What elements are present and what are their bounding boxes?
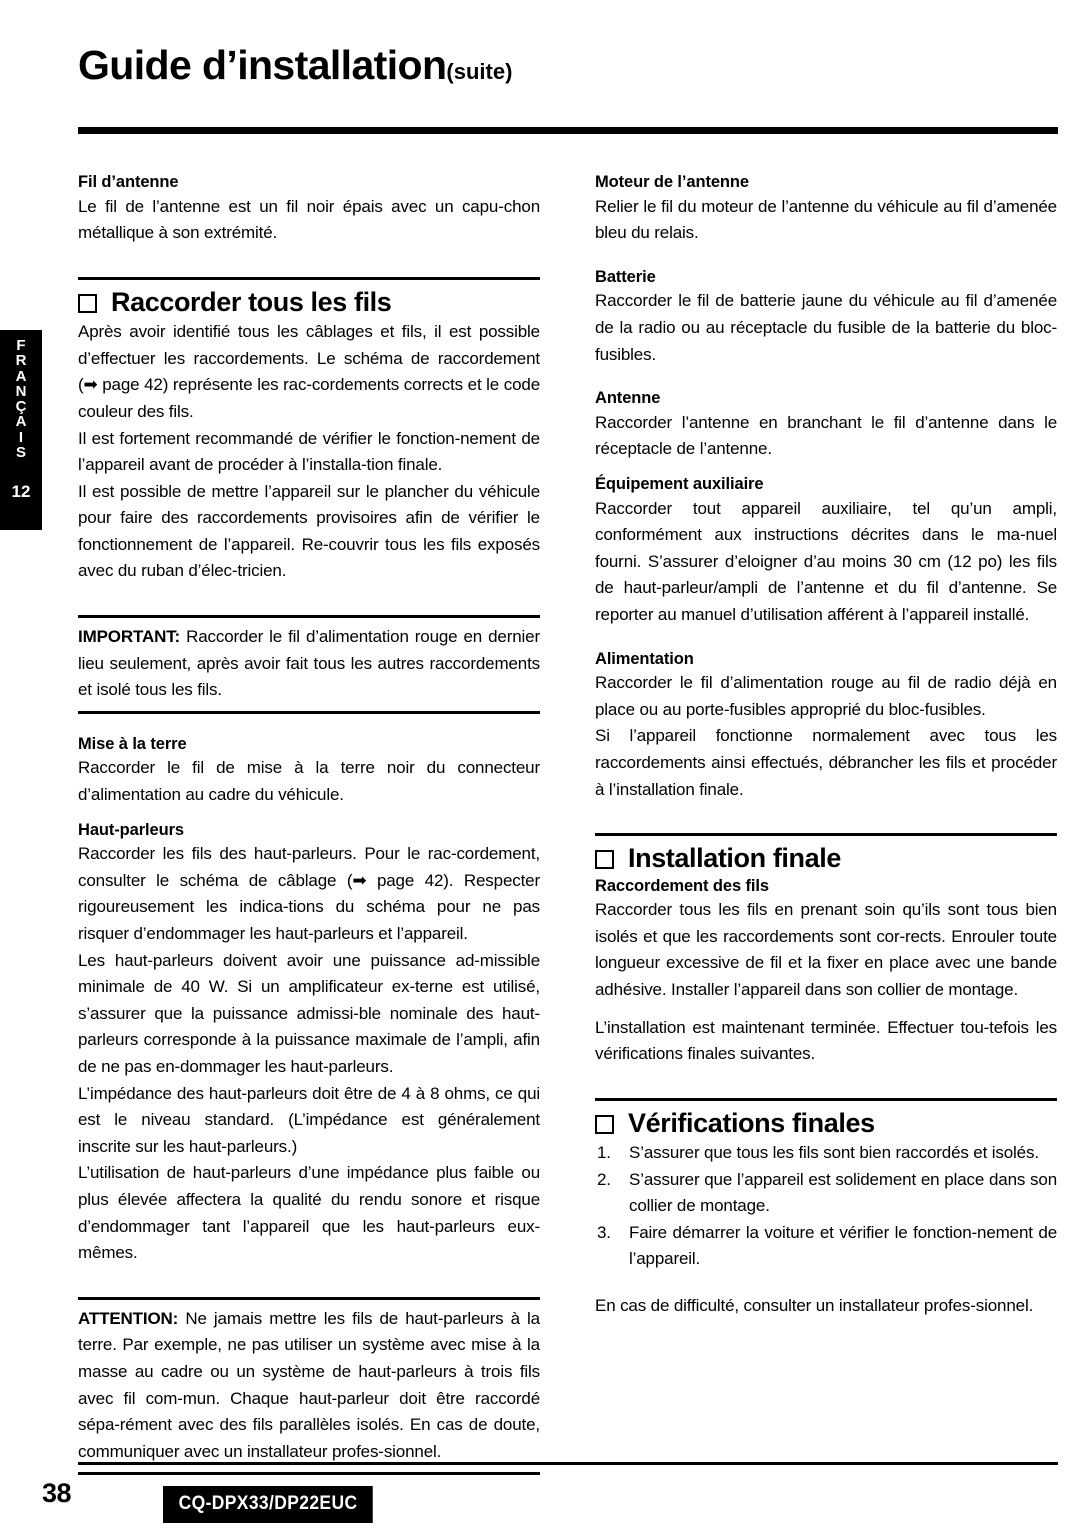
spacer [595, 1273, 1057, 1293]
section-antenna-wire [78, 172, 540, 247]
language-chapter-tab [0, 330, 42, 530]
spacer [78, 714, 540, 734]
final-checks-closing: En cas de difficulté, consulter un installateur profes-sionnel. [595, 1296, 1034, 1315]
final-installation-paragraph-2: L’installation est maintenant terminée. Effectuer tou-tefois les vérifications finales suivantes. [595, 1017, 1057, 1064]
model-number-badge: CQ-DPX33/DP22EUC [163, 1486, 373, 1523]
list-item-number: 3. [597, 1222, 611, 1242]
list-item [595, 1140, 1057, 1167]
list-item [595, 1220, 1057, 1273]
language-letter: I [18, 428, 24, 446]
list-item-number: 1. [597, 1143, 611, 1163]
attention-body: Ne jamais mettre les fils de haut-parleurs à la terre. Par exemple, ne pas utiliser un système avec mise à la masse au cadre ou un système de haut-parleurs à trois fils avec fil com-mun. Chaque haut-parleur doit être raccordé sépa-rément avec des fils parallèles isolés. En cas de doute, communiquer avec un installateur profes-sionnel. [78, 1308, 540, 1461]
spacer [595, 1004, 1057, 1015]
language-letter: A [15, 367, 27, 385]
section-divider [78, 277, 540, 280]
section-ground [78, 734, 540, 809]
connect-all-paragraph-1: Après avoir identifié tous les câblages et fils, il est possible d’effectuer les raccordements. Le schéma de raccordement (➡ page 42) représente les rac-cordements corrects et le code couleur des fils. [78, 322, 540, 421]
aux-equipment-body: Raccorder tout appareil auxiliaire, tel qu’un ampli, conformément aux instructions décrites dans le ma-nuel fourni. S’assurer d’eloigner d’au moins 30 cm (12 po) les fils de haut-parleur/ampli de l’antenne et du fil d’antenne. Se reporter au manuel d’utilisation afférent à l’appareil installé. [595, 498, 1057, 625]
speakers-heading: Haut-parleurs [78, 820, 184, 839]
section-power [595, 649, 1057, 804]
battery-heading: Batterie [595, 267, 656, 286]
footer-divider [78, 1462, 1058, 1465]
page-body [78, 0, 1066, 1531]
final-checks-heading [595, 1108, 1057, 1139]
final-installation-heading [595, 843, 1057, 874]
battery-body: Raccorder le fil de batterie jaune du véhicule au fil d’amenée de la radio ou au réceptacle du fusible de la batterie du bloc-fusibles. [595, 291, 1057, 364]
section-aux-equipment [595, 474, 1057, 629]
page-title-suffix: (suite) [446, 59, 513, 84]
spacer [78, 809, 540, 820]
page-title-main: Guide d’installation [78, 42, 447, 88]
connect-all-paragraph-3: Il est possible de mettre l’appareil sur le plancher du véhicule pour faire des raccordements provisoires afin de vérifier le fonctionnement de l’appareil. Re-couvrir tous les fils exposés avec du ruban d’élec-tricien. [78, 481, 540, 581]
spacer [595, 247, 1057, 267]
list-item [595, 1167, 1057, 1220]
section-speakers [78, 820, 540, 1267]
list-item-text: S’assurer que l’appareil est solidement en place dans son collier de montage. [629, 1169, 1057, 1216]
title-divider [78, 127, 1058, 134]
language-letter: Ç [15, 398, 27, 416]
final-installation-paragraph-1: Raccorder tous les fils en prenant soin qu’ils sont tous bien isolés et que les raccordements sont cor-rects. Enrouler toute longueur excessive de fil et la fixer en place avec une bande adhésive. Installer l’appareil dans son collier de montage. [595, 900, 1057, 999]
square-bullet-icon [595, 850, 614, 869]
connect-all-heading [78, 287, 540, 318]
speakers-paragraph-4: L’utilisation de haut-parleurs d’une impédance plus faible ou plus élevée affectera la qualité du rendu sonore et risque d’endommager tant l’appareil que les haut-parleurs eux-mêmes. [78, 1163, 540, 1263]
aux-equipment-heading: Équipement auxiliaire [595, 475, 764, 494]
chapter-number: 12 [11, 482, 31, 502]
wire-connection-subheading: Raccordement des fils [595, 876, 769, 895]
spacer [595, 463, 1057, 474]
connect-all-paragraph-2: Il est fortement recommandé de vérifier le fonction-nement de l’appareil avant de procéder à l’installa-tion finale. [78, 428, 540, 475]
antenna-body: Raccorder l’antenne en branchant le fil d’antenne dans le réceptacle de l’antenne. [595, 412, 1057, 459]
language-letter: R [15, 352, 27, 370]
language-label [16, 338, 27, 460]
important-body: Raccorder le fil d’alimentation rouge en dernier lieu seulement, après avoir fait tous les autres raccordements et isolé tous les fils. [78, 627, 540, 700]
attention-label: ATTENTION: [78, 1308, 179, 1328]
section-divider [595, 833, 1057, 836]
page-title [78, 42, 512, 89]
language-letter: N [15, 382, 27, 400]
section-battery [595, 267, 1057, 368]
ground-heading: Mise à la terre [78, 734, 187, 753]
antenna-wire-body: Le fil de l’antenne est un fil noir épais avec un capu-chon métallique à son extrémité. [78, 196, 540, 243]
antenna-motor-heading: Moteur de l’antenne [595, 173, 749, 191]
section-divider [595, 1098, 1057, 1101]
section-final-installation [595, 843, 1057, 1068]
language-letter: A [15, 413, 27, 431]
antenna-motor-body: Relier le fil du moteur de l’antenne du véhicule au fil d’amenée bleu du relais. [595, 196, 1057, 243]
spacer [78, 247, 540, 277]
important-label: IMPORTANT: [78, 627, 181, 647]
connect-all-heading-text: Raccorder tous les fils [111, 286, 392, 317]
section-connect-all-wires [78, 287, 540, 585]
spacer [78, 1267, 540, 1297]
speakers-paragraph-2: Les haut-parleurs doivent avoir une puissance ad-missible minimale de 40 W. Si un amplificateur ex-terne est utilisé, s’assurer que la puissance admissi-ble nominale des haut-parleurs corresponde à la puissance maximale de l’ampli, afin de ne pas en-dommager les haut-parleurs. [78, 950, 540, 1077]
section-antenna-motor [595, 172, 1057, 247]
section-antenna [595, 388, 1057, 463]
section-final-checks [595, 1108, 1057, 1320]
antenna-wire-heading: Fil d’antenne [78, 173, 179, 191]
speakers-paragraph-3: L’impédance des haut-parleurs doit être de 4 à 8 ohms, ce qui est le niveau standard. (L’impédance est généralement inscrite sur les haut-parleurs.) [78, 1083, 540, 1156]
left-column [78, 172, 540, 1475]
right-column [595, 172, 1057, 1320]
language-letter: F [16, 337, 26, 354]
attention-note [78, 1297, 540, 1476]
square-bullet-icon [78, 294, 97, 313]
square-bullet-icon [595, 1115, 614, 1134]
ground-body: Raccorder le fil de mise à la terre noir du connecteur d’alimentation au cadre du véhicule. [78, 758, 540, 805]
final-installation-heading-text: Installation finale [628, 843, 841, 874]
antenna-heading: Antenne [595, 389, 661, 408]
final-checks-heading-text: Vérifications finales [628, 1107, 875, 1138]
list-item-text: S’assurer que tous les fils sont bien raccordés et isolés. [629, 1143, 1039, 1163]
power-heading: Alimentation [595, 649, 694, 668]
important-note [78, 615, 540, 714]
spacer [595, 629, 1057, 649]
speakers-paragraph-1: Raccorder les fils des haut-parleurs. Pour le rac-cordement, consulter le schéma de câblage (➡ page 42). Respecter rigoureusement les indica-tions du schéma pour ne pas risquer d’endommager les haut-parleurs et l’appareil. [78, 844, 540, 944]
power-paragraph-2: Si l’appareil fonctionne normalement avec tous les raccordements ainsi effectués, débrancher les fils et procéder à l’installation finale. [595, 726, 1057, 799]
spacer [78, 585, 540, 615]
spacer [595, 803, 1057, 833]
final-checks-list [595, 1140, 1057, 1273]
language-letter: S [15, 444, 26, 462]
spacer [595, 1068, 1057, 1098]
list-item-number: 2. [597, 1169, 611, 1189]
spacer [595, 368, 1057, 388]
page-number: 38 [42, 1478, 72, 1508]
power-paragraph-1: Raccorder le fil d’alimentation rouge au fil de radio déjà en place ou au porte-fusibles approprié du bloc-fusibles. [595, 673, 1057, 719]
list-item-text: Faire démarrer la voiture et vérifier le fonction-nement de l’appareil. [629, 1222, 1057, 1269]
